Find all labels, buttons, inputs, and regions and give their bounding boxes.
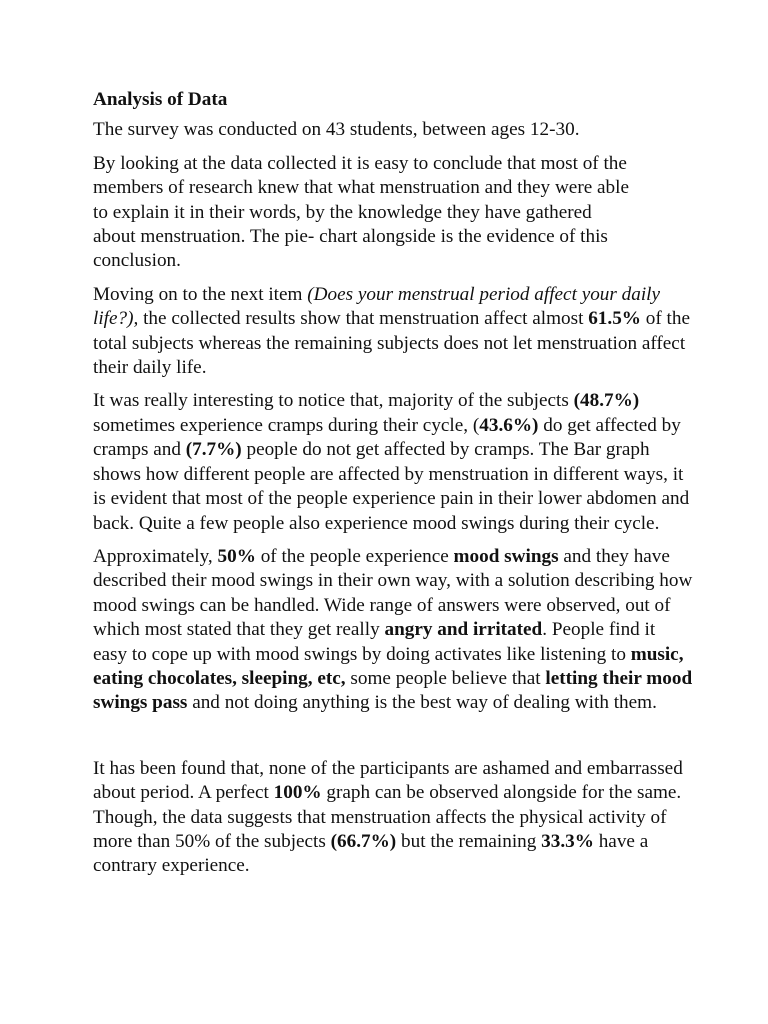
text-run: . People find it easy to cope up with mood swings by doing activates like listening to <box>93 619 656 665</box>
text-run: and they have described their mood swings in their own way, with a solution describing how mood swings can be handled. Wide range of answers were observed, out of which most stated that they get really <box>93 545 693 641</box>
text-run: and not doing anything is the best way of dealing with them. <box>187 692 657 714</box>
text-run: but the remaining <box>396 830 542 852</box>
stat-no-cramps: (7.7%) <box>185 439 242 461</box>
text-run: It has been found that, none of the participants are ashamed and embarrassed about period. A perfect <box>93 757 683 804</box>
section-heading: Analysis of Data <box>93 89 228 110</box>
text-run: have a contrary experience. <box>93 830 649 877</box>
text-run: of the total subjects whereas the remaining subjects does not let menstruation affect their daily life. <box>93 308 690 379</box>
text-run: the collected results show that menstruation affect almost <box>138 308 589 330</box>
menstruation-knowledge-paragraph <box>93 152 693 274</box>
emphasis-angry: angry and irritated <box>384 619 543 641</box>
text-run: Moving on to the next item <box>93 283 308 305</box>
text-run: Approximately, <box>93 545 218 567</box>
emphasis-mood-swings: mood swings <box>453 545 559 567</box>
survey-summary-paragraph: The survey was conducted on 43 students, between ages 12-30. <box>93 119 580 141</box>
daily-life-paragraph <box>93 283 693 381</box>
text-line: about menstruation. The pie- chart alongside is the evidence of this <box>93 226 608 248</box>
survey-question: (Does your menstrual period affect your daily life?), <box>93 283 661 330</box>
cramps-paragraph <box>93 389 693 535</box>
emphasis-activities: music, eating chocolates, sleeping, etc, <box>93 643 684 689</box>
text-line: to explain it in their words, by the knowledge they have gathered <box>93 201 592 223</box>
mood-swings-paragraph <box>93 545 693 716</box>
stat-mood-swings: 50% <box>217 545 256 567</box>
attitude-paragraph <box>93 757 693 879</box>
emphasis-letting-pass: letting their mood swings pass <box>93 667 693 714</box>
text-line: members of research knew that what menstruation and they were able <box>93 177 629 199</box>
text-run: do get affected by cramps and <box>93 414 681 461</box>
text-run: some people believe that <box>345 667 546 689</box>
stat-sometimes-cramps: (48.7%) <box>573 390 640 412</box>
text-run: of the people experience <box>255 545 454 567</box>
text-run: people do not get affected by cramps. The Bar graph shows how different people are affected by menstruation in different ways, it is evident that most of the people experience pain in their lower abdomen and back. Quite a few people also experience mood swings during their cycle. <box>93 439 690 534</box>
stat-physical-affected: (66.7%) <box>330 830 397 852</box>
stat-affected: 61.5% <box>588 308 641 330</box>
text-line: By looking at the data collected it is easy to conclude that most of the <box>93 152 627 174</box>
text-run: It was really interesting to notice that, majority of the subjects <box>93 390 574 412</box>
text-run: graph can be observed alongside for the same. Though, the data suggests that menstruation affects the physical activity of more than 50% of the subjects <box>93 782 682 852</box>
text-run: sometimes experience cramps during their cycle, ( <box>93 414 480 436</box>
stat-cramps: 43.6%) <box>479 414 539 436</box>
stat-not-ashamed: 100% <box>273 782 322 804</box>
text-line: conclusion. <box>93 250 181 272</box>
stat-physical-unaffected: 33.3% <box>541 830 594 852</box>
document-body <box>93 88 693 888</box>
